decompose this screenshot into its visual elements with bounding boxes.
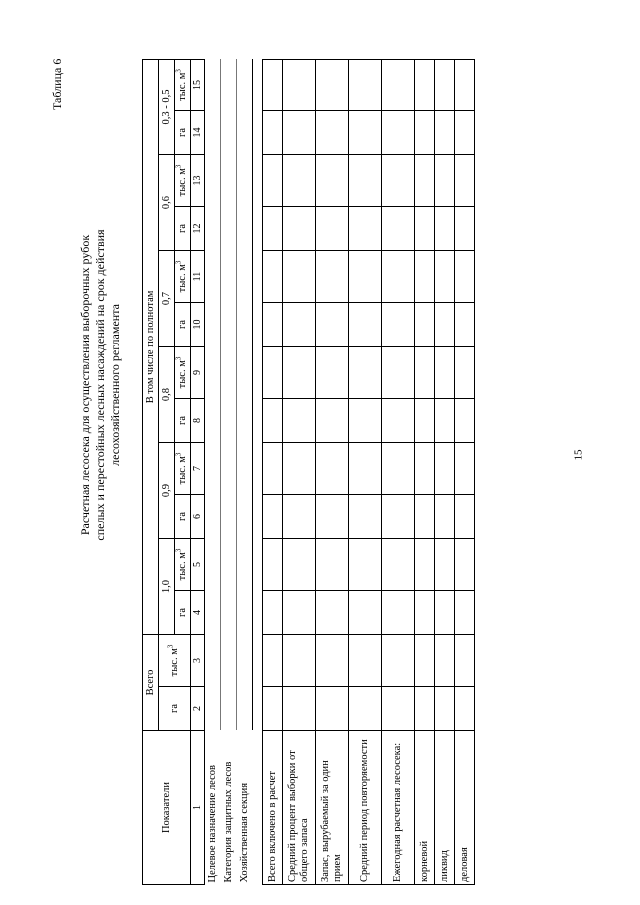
- title-line: лесохозяйственного регламента: [108, 304, 122, 466]
- table-title: [78, 65, 123, 705]
- unit-ha: га: [175, 399, 191, 443]
- unit-vol: тыс. $м^3$: [175, 155, 191, 207]
- column-number: 12: [191, 207, 205, 251]
- section-row: [221, 59, 237, 884]
- column-number: 15: [191, 59, 205, 110]
- unit-vol: тыс. $м^3$: [175, 539, 191, 591]
- unit-vol: тыс. $м^3$: [175, 347, 191, 399]
- section-label: Хозяйственная секция: [238, 782, 250, 883]
- table-row: [455, 59, 475, 884]
- unit-vol: тыс. $м^3$: [175, 59, 191, 110]
- title-line: спелых и перестойных лесных насаждений на срок действия: [93, 229, 107, 541]
- unit-vol: тыс. $м^3$: [175, 251, 191, 303]
- table-label: Таблица 6: [50, 58, 64, 110]
- section-row: [205, 59, 221, 884]
- table-row: [349, 59, 382, 884]
- column-number: 13: [191, 155, 205, 207]
- row-label: Запас, вырубаемый за один прием: [316, 731, 349, 885]
- density-group: 0,9: [159, 443, 175, 539]
- row-label: Всего включено в расчет: [263, 731, 283, 885]
- column-number: 14: [191, 111, 205, 155]
- table-row: [263, 59, 283, 884]
- row-label: Средний период повторяемости: [349, 731, 382, 885]
- section-label: Целевое назначение лесов: [206, 765, 218, 883]
- table-row: [382, 59, 415, 884]
- column-number: 11: [191, 251, 205, 303]
- row-label: ликвид: [435, 731, 455, 885]
- table-row: [415, 59, 435, 884]
- column-number: 10: [191, 303, 205, 347]
- column-number-row: [191, 59, 205, 884]
- column-number: 2: [191, 687, 205, 731]
- density-group: 0,7: [159, 251, 175, 347]
- column-number: 4: [191, 591, 205, 635]
- unit-ha: га: [175, 111, 191, 155]
- page-number: 15: [572, 449, 585, 461]
- header-indicators: Показатели: [143, 731, 191, 885]
- density-group: 1,0: [159, 539, 175, 635]
- header-row-1: [143, 59, 159, 884]
- unit-ha: га: [175, 303, 191, 347]
- table-row: [283, 59, 316, 884]
- column-number: 1: [191, 731, 205, 885]
- column-number: 9: [191, 347, 205, 399]
- title-line: Расчетная лесосека для осуществления выборочных рубок: [78, 234, 92, 536]
- row-label: деловая: [455, 731, 475, 885]
- density-group: 0,3 - 0,5: [159, 59, 175, 154]
- density-group: 0,6: [159, 155, 175, 251]
- header-by-density: В том числе по полнотам: [143, 59, 159, 634]
- column-number: 3: [191, 635, 205, 687]
- row-label: Ежегодная расчетная лесосека:: [382, 731, 415, 885]
- density-group: 0,8: [159, 347, 175, 443]
- unit-ha: га: [175, 495, 191, 539]
- table-row: [316, 59, 349, 884]
- header-total: Всего: [143, 635, 159, 731]
- row-label: Средний процент выборки от общего запаса: [283, 731, 316, 885]
- unit-ha: га: [175, 207, 191, 251]
- estimated-cutting-area-table: [142, 59, 475, 885]
- header-total-vol: тыс. $м^3$: [159, 635, 191, 687]
- column-number: 6: [191, 495, 205, 539]
- header-total-ha: га: [159, 687, 191, 731]
- section-row: [237, 59, 253, 884]
- column-number: 5: [191, 539, 205, 591]
- row-label: корневой: [415, 731, 435, 885]
- column-number: 7: [191, 443, 205, 495]
- unit-vol: тыс. $м^3$: [175, 443, 191, 495]
- unit-ha: га: [175, 591, 191, 635]
- section-label: Категория защитных лесов: [222, 761, 234, 883]
- table-row: [435, 59, 455, 884]
- column-number: 8: [191, 399, 205, 443]
